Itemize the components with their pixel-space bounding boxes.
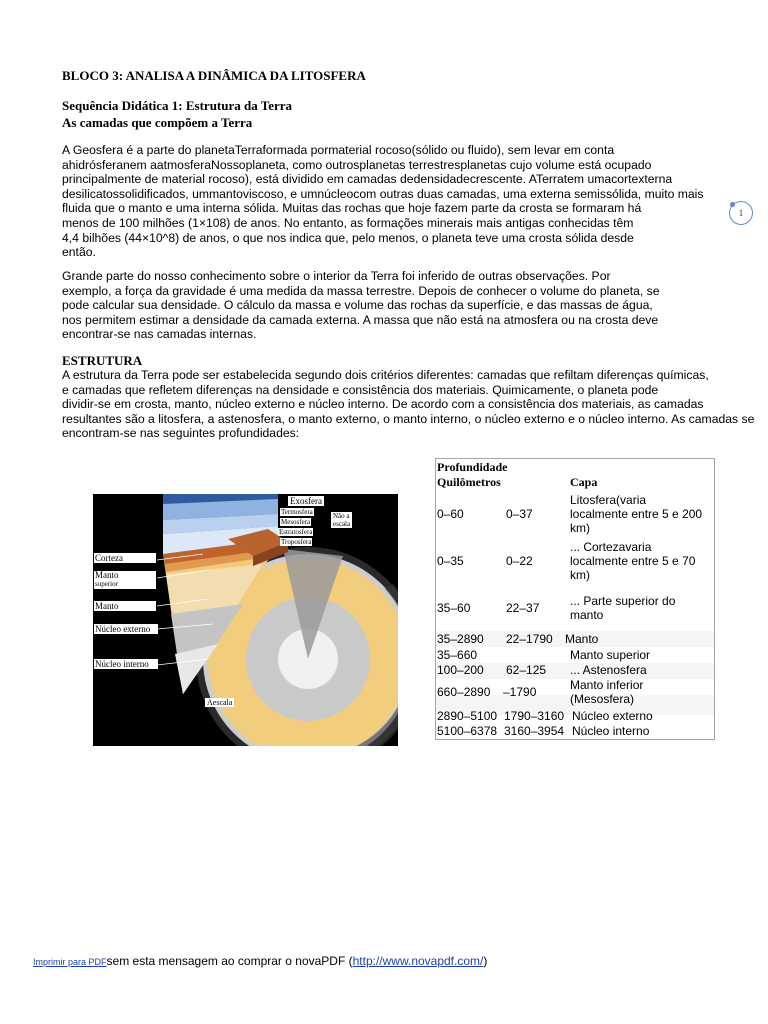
cell-depth-km: 35–60 (437, 601, 471, 615)
page-number-badge[interactable] (729, 201, 753, 225)
cell-depth-mi: 0–37 (506, 507, 533, 521)
cell-layer: ... Cortezavaria (570, 540, 652, 554)
cell-layer: ... Astenosfera (570, 663, 647, 677)
header-profundidade: Profundidade (437, 460, 508, 474)
label-line: superior (95, 580, 118, 588)
cell-layer: Núcleo externo (572, 709, 653, 723)
footer-close: ) (483, 954, 488, 968)
text-line: A estrutura da Terra pode ser estabelecida segundo dois critérios diferentes: camadas que refiltam diferenças químicas, (62, 368, 709, 382)
cell-layer: km) (570, 568, 590, 582)
cell-layer: Núcleo interno (572, 724, 650, 738)
text-line: Grande parte do nosso conhecimento sobre o interior da Terra foi inferido de outras observações. Por (62, 269, 611, 283)
paragraph-estrutura (62, 368, 755, 441)
footer-text: sem esta mensagem ao comprar o novaPDF ( (106, 954, 353, 968)
footer-print-notice (33, 954, 487, 968)
label-nucleo-interno: Núcleo interno (94, 659, 158, 669)
cell-depth-mi: 1790–3160 (504, 709, 565, 723)
text-line: nos permitem estimar a densidade da camada externa. A massa que não está na atmosfera ou na crosta deve (62, 312, 659, 327)
cell-layer: manto (570, 608, 604, 622)
paragraph-conhecimento (62, 269, 722, 342)
cell-depth-mi: 0–22 (506, 554, 533, 568)
text-line: e camadas que refletem diferenças na densidade e consistência dos materiais. Quimicamente, o planeta pode (62, 382, 659, 397)
cell-layer: (Mesosfera) (570, 692, 635, 706)
text-line: fluida que o manto e uma interna sólida. Muitas das rochas que hoje fazem parte da crosta se formaram há (62, 201, 642, 216)
cell-depth-mi: 22–1790 (506, 632, 553, 646)
label-line: escala (333, 520, 351, 528)
text-line: A Geosfera é a parte do planetaTerraformada pormaterial rocoso(sólido ou fluido), sem levar em conta (62, 143, 615, 157)
text-line: ahidrósferanem aatmosferaNossoplaneta, como outrosplanetas terrestresplanetas cujo volume está ocupado (62, 157, 652, 172)
cell-layer: Litosfera(varia (570, 493, 647, 507)
label-line: Não a (333, 512, 350, 520)
text-line: encontram-se nas seguintes profundidades: (62, 426, 300, 441)
badge-dot-icon (730, 202, 735, 207)
cell-depth-km: 0–35 (437, 554, 464, 568)
earth-cross-section-image (93, 494, 398, 746)
cell-depth-km: 0–60 (437, 507, 464, 521)
text-line: dividir-se em crosta, manto, núcleo externo e núcleo interno. De acordo com a consistência dos materiais, as camadas (62, 397, 704, 412)
label-exosfera: Exosfera (290, 496, 322, 506)
label-escala: Aescala (207, 698, 233, 707)
label-nucleo-externo: Núcleo externo (94, 624, 158, 634)
cell-layer: Manto superior (570, 648, 651, 662)
label-estratosfera: Estratosfera (279, 528, 313, 536)
novapdf-link[interactable]: http://www.novapdf.com/ (352, 954, 484, 968)
cell-depth-km: 660–2890 (437, 685, 491, 699)
cell-layer: localmente entre 5 e 200 (570, 507, 703, 521)
header-capa: Capa (570, 475, 598, 489)
cell-layer: localmente entre 5 e 70 (570, 554, 696, 568)
label-manto-superior (94, 571, 156, 589)
text-line: desilicatossolidificados, ummantoviscoso, e umnúcleocom outras duas camadas, uma externa semissólida, muito mais (62, 186, 704, 201)
label-nao-a-escala (331, 512, 352, 528)
text-line: 4,4 bilhões (44×10^8) de anos, o que nos indica que, pelo menos, o planeta teve uma crosta sólida desde (62, 230, 634, 245)
text-line: encontrar-se nas camadas internas. (62, 327, 257, 342)
print-to-pdf-link[interactable]: Imprimir para PDF (33, 957, 107, 967)
cell-depth-km: 35–660 (437, 648, 478, 662)
cell-depth-mi: –1790 (503, 685, 537, 699)
cell-depth-km: 2890–5100 (437, 709, 498, 723)
text-line: exemplo, a força da gravidade é uma medida da massa terrestre. Depois de conhecer o volume do planeta, se (62, 283, 660, 298)
cell-depth-mi: 62–125 (506, 663, 547, 677)
cell-layer: ... Parte superior do (570, 594, 676, 608)
label-line: Manto (95, 570, 119, 580)
text-line: pode calcular sua densidade. O cálculo da massa e volume das rochas da superfície, e das massas de água, (62, 298, 653, 313)
label-termosfera: Termosfera (281, 508, 313, 516)
cell-depth-km: 5100–6378 (437, 724, 498, 738)
header-quilometros: Quilômetros (437, 475, 501, 489)
text-line: resultantes são a litosfera, a astenosfera, o manto externo, o manto interno, o núcleo externo e o núcleo interno. As camadas se (62, 411, 755, 426)
text-line: menos de 100 milhões (1×108) de anos. No entanto, as formações minerais mais antigas conhecidas têm (62, 215, 634, 230)
label-corteza: Corteza (94, 553, 156, 563)
label-mesosfera: Mesosfera (281, 518, 311, 526)
page-title: BLOCO 3: ANALISA A DINÂMICA DA LITOSFERA (62, 68, 366, 83)
earth-structure-figure (93, 494, 398, 746)
cell-layer: km) (570, 521, 590, 535)
paragraph-geosfera (62, 143, 722, 260)
label-troposfera: Troposfera (281, 538, 312, 546)
cell-depth-km: 100–200 (437, 663, 484, 677)
cell-depth-mi: 22–37 (506, 601, 540, 615)
depth-table (435, 458, 715, 740)
text-line: então. (62, 245, 96, 260)
subtitle-sequence: Sequência Didática 1: Estrutura da Terra (62, 98, 293, 113)
section-heading-estrutura: ESTRUTURA (62, 353, 143, 368)
page-number: 1 (738, 208, 744, 218)
label-manto: Manto (94, 601, 156, 611)
text-line: principalmente de material rocoso), está dividido em camadas dedensidadecrescente. ATerratem umacortexterna (62, 172, 673, 187)
cell-depth-km: 35–2890 (437, 632, 484, 646)
cell-depth-mi: 3160–3954 (504, 724, 565, 738)
cell-layer: Manto (565, 632, 599, 646)
subtitle-layers: As camadas que compõem a Terra (62, 115, 253, 130)
cell-layer: Manto inferior (570, 678, 644, 692)
